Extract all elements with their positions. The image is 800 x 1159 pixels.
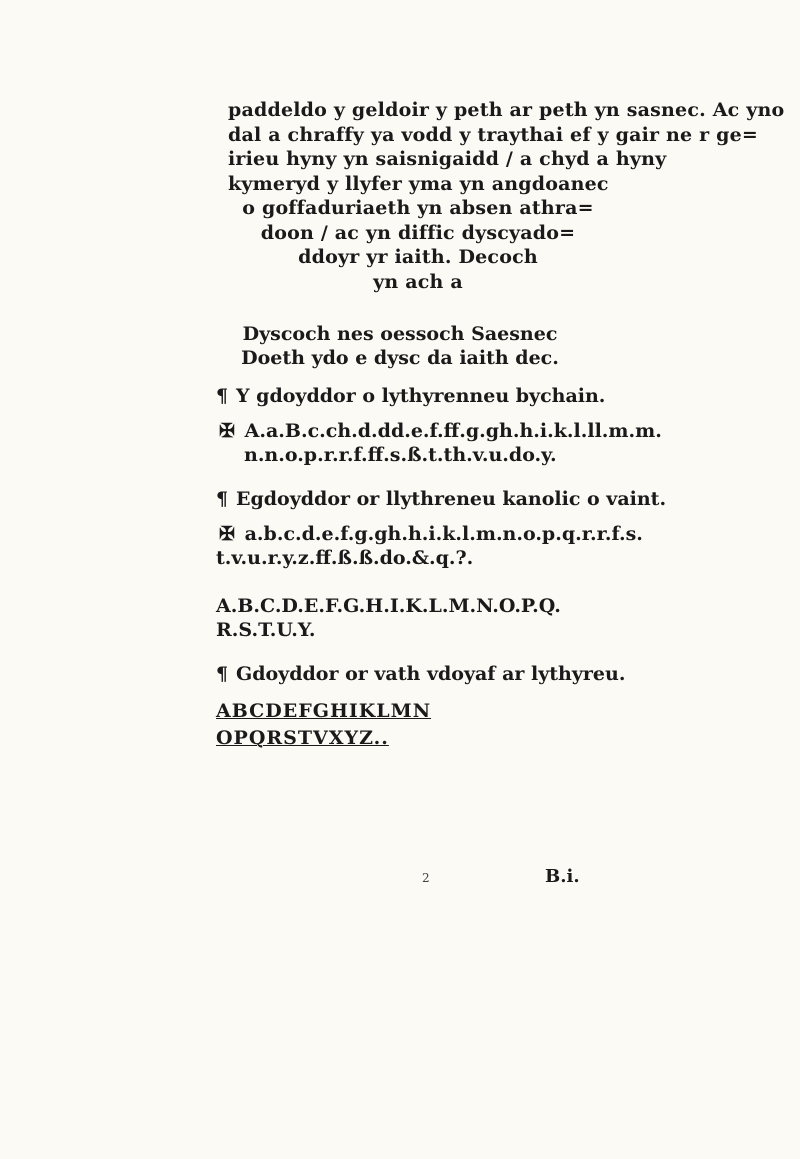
capitals-line-1 [216, 595, 561, 617]
alphabet-text: A.B.C.D.E.F.G.H.I.K.L.M.N.O.P.Q. [216, 595, 561, 617]
intro-line: ddoyr yr iaith. Decoch [298, 246, 538, 268]
page-number: 2 [422, 871, 430, 885]
intro-line: dal a chraffy ya vodd y traythai ef y gair ne r ge= [228, 123, 759, 146]
intro-line: kymeryd y llyfer yma yn angdoanec [228, 172, 609, 195]
capitals-line-2 [216, 619, 316, 641]
alphabet-text: A.a.B.c.ch.d.dd.e.f.ff.g.gh.h.i.k.l.ll.m.m. [244, 420, 662, 442]
hand-pointer-icon: ✠ [219, 420, 235, 442]
intro-line: yn ach a [373, 270, 463, 293]
intro-line: doon / ac yn diffic dyscyado= [260, 221, 576, 244]
couplet-line: Doeth ydo e dysc da iaith dec. [241, 347, 559, 369]
alphabet-text: n.n.o.p.r.r.f.ff.s.ß.t.th.v.u.do.y. [244, 444, 557, 466]
section-label: Egdoyddor or llythreneu kanolic o vaint. [236, 488, 667, 510]
ornate-alphabet-line-2 [216, 727, 389, 749]
pilcrow-icon: ¶ [216, 663, 229, 685]
alphabet-text: t.v.u.r.y.z.ff.ß.ß.do.&.q.?. [216, 547, 474, 569]
section-label: Gdoyddor or vath vdoyaf ar lythyreu. [236, 663, 626, 685]
alphabet-text: R.S.T.U.Y. [216, 619, 316, 641]
section-heading-lowercase [216, 385, 605, 407]
ornate-letters: ABCDEFGHIKLMN [216, 700, 432, 722]
couplet-heading [200, 322, 600, 370]
cross-icon: ✠ [219, 523, 235, 545]
lowercase-alphabet-line-2 [244, 444, 557, 466]
signature-mark: B.i. [545, 866, 580, 887]
section-label: Y gdoyddor o lythyrenneu bychain. [236, 385, 606, 407]
ornate-letters: OPQRSTVXYZ.. [216, 727, 389, 749]
couplet-line: Dyscoch nes oessoch Saesnec [242, 323, 558, 345]
pilcrow-icon: ¶ [216, 385, 229, 407]
middle-alphabet-line-1 [216, 523, 643, 545]
intro-paragraph [228, 98, 785, 294]
pilcrow-icon: ¶ [216, 488, 229, 510]
alphabet-text: a.b.c.d.e.f.g.gh.h.i.k.l.m.n.o.p.q.r.r.f.s. [244, 523, 643, 545]
intro-line: paddeldo y geldoir y peth ar peth yn sasnec. Ac yno [228, 99, 785, 121]
intro-line: o goffaduriaeth yn absen athra= [242, 197, 594, 219]
section-heading-middle [216, 488, 666, 510]
section-heading-ornate [216, 663, 625, 685]
lowercase-alphabet-line-1 [216, 420, 662, 442]
intro-line: irieu hyny yn saisnigaidd / a chyd a hyny [228, 148, 667, 170]
ornate-alphabet-line-1 [216, 700, 431, 722]
middle-alphabet-line-2 [216, 547, 473, 569]
